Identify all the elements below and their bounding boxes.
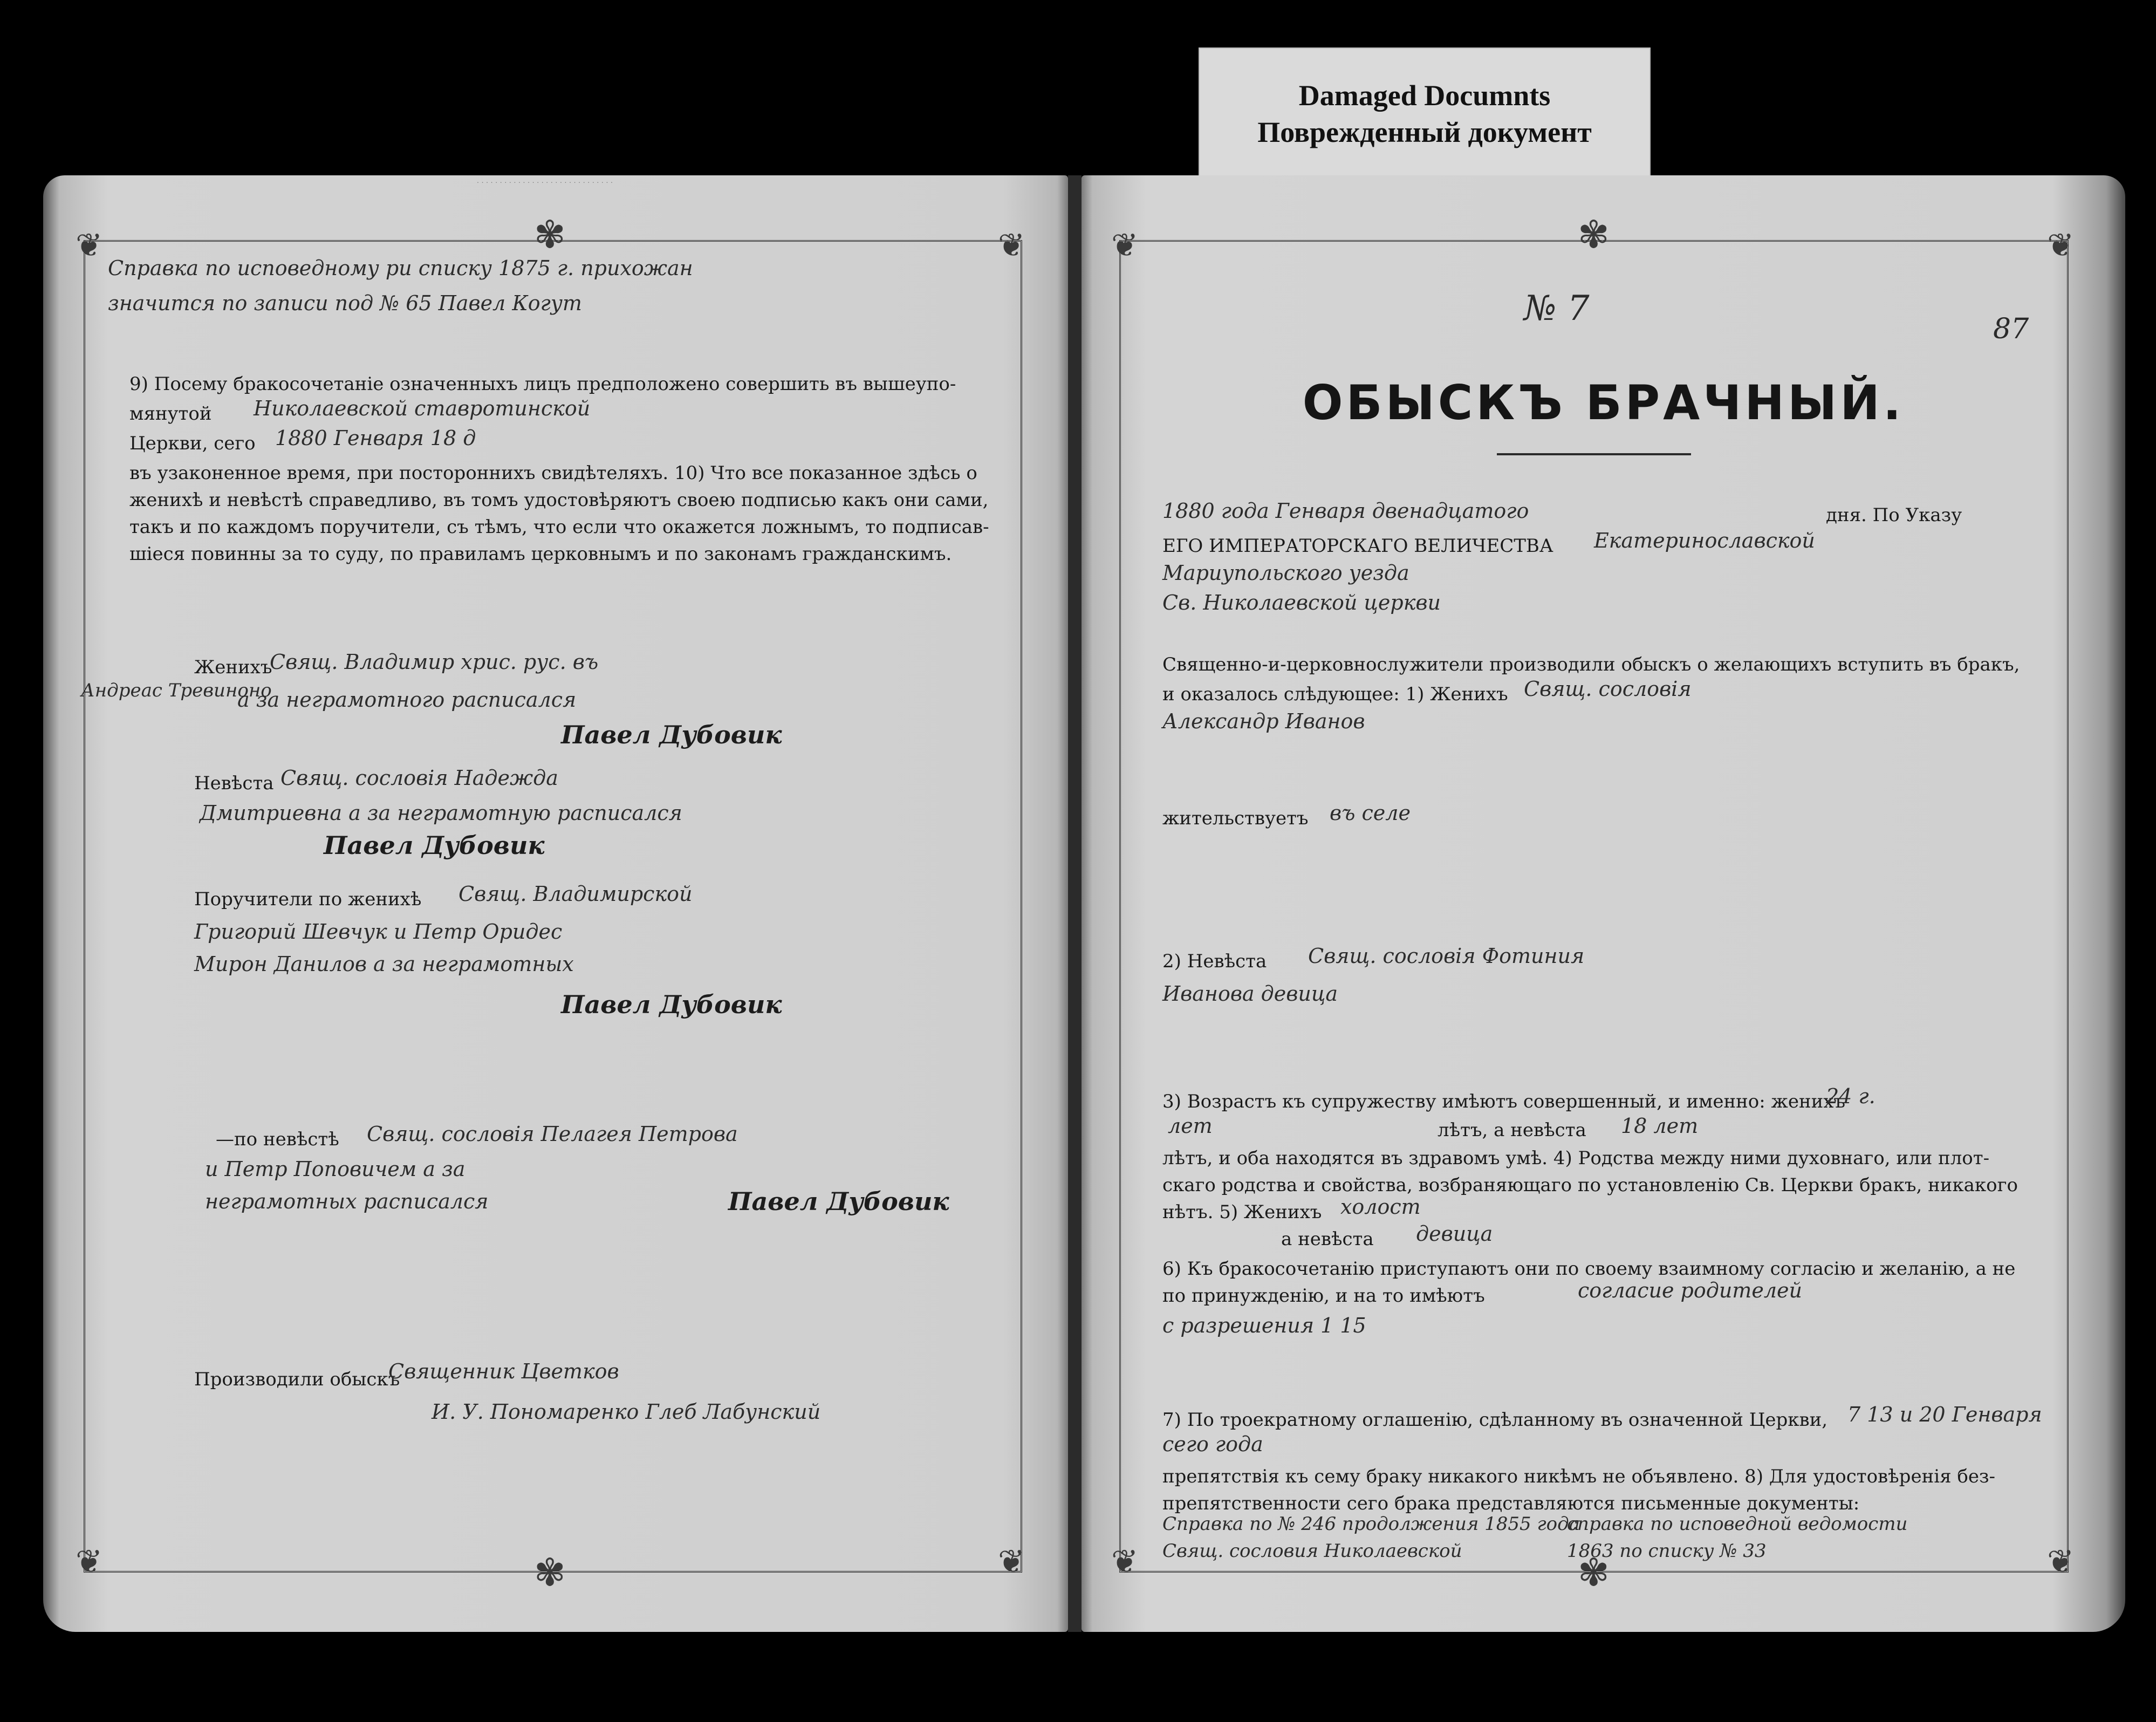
- bride-signature: Павел Дубовик: [324, 831, 545, 860]
- faint-stamp: · · · · · · · · · · · · · · · · · · · · · · · · · · · · · ·: [476, 177, 613, 186]
- age-line-2: лѣтъ, а невѣста: [1438, 1119, 1586, 1141]
- search-performers-hand-1: Священник Цветков: [388, 1359, 619, 1383]
- label-russian: Поврежденный документ: [1257, 116, 1592, 148]
- clause-9-label-mentioned: мянутой: [129, 403, 212, 425]
- residence-hand: въ селе: [1330, 801, 1411, 825]
- bride-guarantors-signature: Павел Дубовик: [728, 1187, 949, 1216]
- label-english: Damaged Documnts: [1298, 79, 1551, 112]
- date-hand: 1880 года Генваря двенадцатого: [1162, 499, 1529, 523]
- ornament-corner-icon: ❦: [76, 1543, 103, 1581]
- church-name-hand: Николаевской ставротинской: [254, 397, 591, 420]
- documents-hand-1: Справка по № 246 продолжения 1855 года: [1162, 1513, 1580, 1535]
- banns-dates-hand: 7 13 и 20 Генваря: [1847, 1403, 2042, 1426]
- banns-line-3: препятствія къ сему браку никакого никѣмъ не объявлено. 8) Для удостовѣренія без-: [1162, 1466, 1995, 1487]
- church-hand: Св. Николаевской церкви: [1162, 591, 1441, 614]
- bride-guarantors-label: —по невѣстѣ: [216, 1129, 339, 1150]
- left-page: [43, 175, 1068, 1632]
- ornament-corner-icon: ❦: [2047, 1543, 2075, 1581]
- groom-guarantors-hand-1: Свящ. Владимирской: [458, 882, 693, 906]
- groom-status-hand: холост: [1340, 1195, 1421, 1219]
- groom-guarantors-signature: Павел Дубовик: [561, 990, 782, 1019]
- bride-label: Невѣста: [194, 773, 274, 794]
- clause-9-line-1: 9) Посему бракосочетаніе означенныхъ лицъ предположено совершить въ вышеупо-: [129, 373, 956, 395]
- record-number-hand: № 7: [1524, 289, 1590, 329]
- documents-hand-2: справка по исповедной ведомости: [1567, 1513, 1908, 1535]
- marital-status-bride-label: а невѣста: [1281, 1228, 1374, 1250]
- ornament-corner-icon: ❦: [998, 1543, 1025, 1581]
- damaged-document-label: [1199, 47, 1651, 182]
- age-line-1: 3) Возрастъ къ супружеству имѣютъ совершенный, и именно: женихъ: [1162, 1091, 1846, 1112]
- ornament-top-icon: ✾: [1578, 213, 1610, 257]
- groom-label: Женихъ: [194, 657, 272, 678]
- record-title: ОБЫСКЪ БРАЧНЫЙ.: [1302, 375, 1905, 430]
- ornament-bottom-icon: ✾: [534, 1550, 566, 1595]
- bride-guarantors-hand-3: неграмотных расписался: [205, 1190, 489, 1213]
- groom-estate-hand: Свящ. сословія: [1524, 677, 1692, 701]
- banns-year-hand: сего года: [1162, 1432, 1263, 1456]
- groom-signature: Павел Дубовик: [561, 720, 782, 749]
- book-spine: [1068, 175, 1082, 1632]
- groom-age-hand: 24 г.: [1826, 1084, 1876, 1108]
- ornament-corner-icon: ❦: [2047, 227, 2075, 264]
- ornament-top-icon: ✾: [534, 213, 566, 257]
- clause-10-line-2: женихѣ и невѣстѣ справедливо, въ томъ удостовѣряютъ своею подписью какъ они сами,: [129, 489, 989, 511]
- ornament-corner-icon: ❦: [998, 227, 1025, 264]
- bride-hand-line-1: Свящ. сословія Надежда: [280, 766, 558, 790]
- bride-status-hand: девица: [1416, 1222, 1493, 1246]
- groom-hand-line-2: а за неграмотного расписался: [237, 688, 577, 712]
- marital-status-groom-label: нѣтъ. 5) Женихъ: [1162, 1201, 1322, 1223]
- consent-line-1: 6) Къ бракосочетанію приступаютъ они по своему взаимному согласію и желанію, а не: [1162, 1258, 2016, 1280]
- clause-9-label-church: Церкви, сего: [129, 433, 256, 454]
- documents-hand-4: 1863 по списку № 33: [1567, 1540, 1767, 1562]
- groom-margin-note: Андреас Тревиноно: [81, 680, 272, 701]
- groom-intro-label: и оказалось слѣдующее: 1) Женихъ: [1162, 684, 1508, 705]
- clause-10-line-3: такъ и по каждомъ поручители, съ тѣмъ, что если что окажется ложнымъ, то подписав-: [129, 516, 989, 538]
- search-performers-hand-2: И. У. Пономаренко Глеб Лабунский: [432, 1400, 821, 1424]
- ornament-corner-icon: ❦: [76, 227, 103, 264]
- right-page: [1082, 175, 2125, 1632]
- wedding-date-hand: 1880 Генваря 18 д: [275, 426, 476, 450]
- hand-note-line-2: значится по записи под № 65 Павел Когут: [108, 291, 582, 315]
- bride-name-hand-1: Свящ. сословія Фотиния: [1308, 944, 1585, 968]
- ornament-corner-icon: ❦: [1111, 1543, 1139, 1581]
- groom-age-unit-hand: лет: [1168, 1114, 1213, 1138]
- groom-name-hand: Александр Иванов: [1162, 709, 1365, 733]
- search-performers-label: Производили обыскъ: [194, 1369, 400, 1390]
- bride-hand-line-2: Дмитриевна а за неграмотную расписался: [200, 801, 682, 825]
- search-intro-line: Священно-и-церковнослужители производили обыскъ о желающихъ вступить въ бракъ,: [1162, 654, 2020, 675]
- consent-line-2-label: по принужденію, и на то имѣютъ: [1162, 1285, 1485, 1307]
- groom-guarantors-hand-3: Мирон Данилов а за неграмотных: [194, 952, 574, 976]
- hand-note-line-1: Справка по исповедному ри списку 1875 г. прихожан: [108, 256, 693, 280]
- age-line-3: лѣтъ, и оба находятся въ здравомъ умѣ. 4) Родства между ними духовнаго, или плот-: [1162, 1147, 1990, 1169]
- clause-10-line-4: шіеся повинны за то суду, по правиламъ церковнымъ и по законамъ гражданскимъ.: [129, 543, 952, 565]
- bride-name-hand-2: Иванова девица: [1162, 982, 1338, 1006]
- right-page-frame: [1119, 240, 2069, 1573]
- bride-guarantors-hand-2: и Петр Поповичем а за: [205, 1157, 466, 1181]
- bride-age-hand: 18 лет: [1621, 1114, 1699, 1138]
- ornament-bottom-icon: ✾: [1578, 1550, 1610, 1595]
- district-hand: Мариупольского уезда: [1162, 561, 1409, 585]
- banns-line-4: препятственности сего брака представляются письменные документы:: [1162, 1493, 1860, 1514]
- consistory-hand: Екатеринославской: [1594, 529, 1815, 552]
- age-line-4: скаго родства и свойства, возбраняющаго по установленію Св. Церкви бракъ, никакого: [1162, 1174, 2018, 1196]
- consent-hand-2: с разрешения 1 15: [1162, 1314, 1366, 1337]
- residence-label: жительствуетъ: [1162, 808, 1309, 829]
- decree-label: дня. По Указу: [1826, 504, 1962, 526]
- bride-section-label: 2) Невѣста: [1162, 951, 1267, 972]
- page-number-hand: 87: [1993, 313, 2029, 345]
- imperial-majesty-label: ЕГО ИМПЕРАТОРСКАГО ВЕЛИЧЕСТВА: [1162, 535, 1553, 557]
- bride-guarantors-hand-1: Свящ. сословія Пелагея Петрова: [367, 1122, 738, 1146]
- title-divider: [1497, 453, 1691, 455]
- open-register-book: [43, 175, 2125, 1632]
- documents-hand-3: Свящ. сословия Николаевской: [1162, 1540, 1462, 1562]
- groom-guarantors-hand-2: Григорий Шевчук и Петр Оридес: [194, 920, 563, 944]
- banns-line-1: 7) По троекратному оглашенію, сдѣланному въ означенной Церкви,: [1162, 1409, 1828, 1431]
- groom-guarantors-label: Поручители по женихѣ: [194, 889, 422, 910]
- ornament-corner-icon: ❦: [1111, 227, 1139, 264]
- clause-10-line-1: въ узаконенное время, при постороннихъ свидѣтеляхъ. 10) Что все показанное здѣсь о: [129, 462, 977, 484]
- consent-hand-1: согласие родителей: [1578, 1279, 1802, 1302]
- groom-hand-line-1: Свящ. Владимир хрис. рус. въ: [270, 650, 599, 674]
